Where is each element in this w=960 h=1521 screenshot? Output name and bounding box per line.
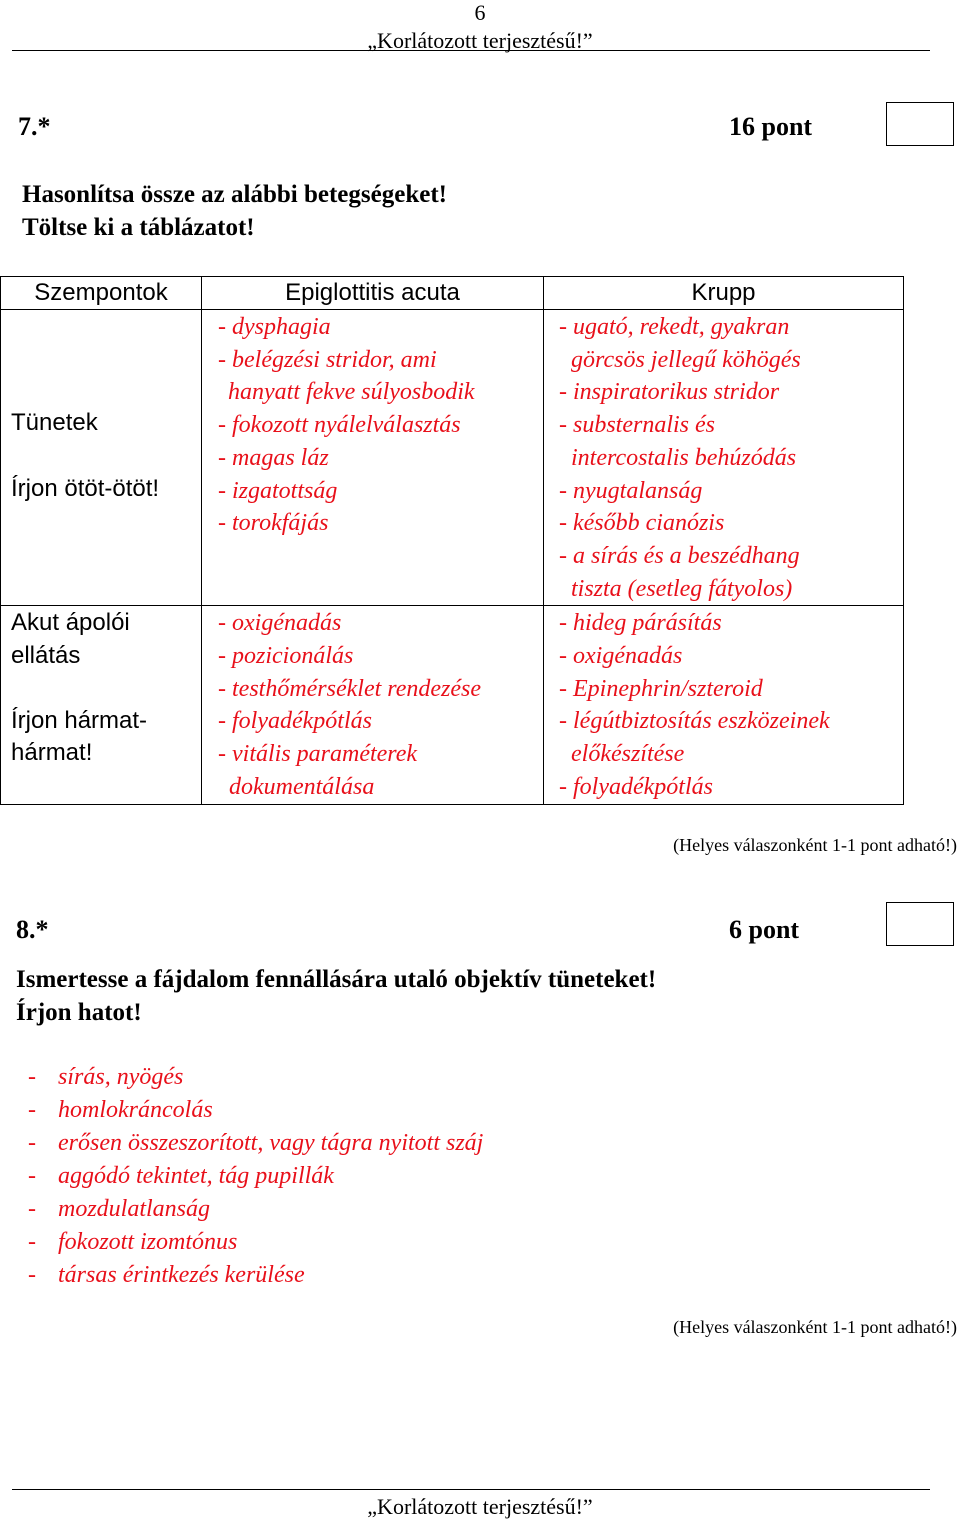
header-divider [12, 50, 930, 51]
comparison-table [0, 276, 904, 805]
list-item: - nyugtalanság [559, 477, 703, 504]
list-item: - vitális paraméterek [218, 741, 418, 768]
answer-text: fokozott izomtónus [58, 1229, 238, 1255]
label-acute-care-2: ellátás [11, 642, 81, 670]
list-item: - légútbiztosítás eszközeinek [559, 708, 830, 735]
list-item: - folyadékpótlás [559, 773, 713, 800]
q7-number: 7.* [18, 112, 51, 141]
list-item: - később cianózis [559, 510, 725, 537]
q7-instruction [22, 178, 447, 244]
row-label-acute-care [1, 606, 202, 804]
list-item: - belégzési stridor, ami [218, 346, 437, 373]
answer-text: erősen összeszorított, vagy tágra nyitott száj [58, 1130, 484, 1156]
cell-epiglottitis-care [202, 606, 544, 804]
answer-text: homlokráncolás [58, 1097, 213, 1123]
list-item: - Epinephrin/szteroid [559, 675, 763, 702]
q7-points: 16 pont [729, 112, 813, 141]
q7-instruction-line-2: Töltse ki a táblázatot! [22, 214, 255, 241]
row-label-symptoms [1, 310, 202, 606]
list-item: - sírás, nyögés [28, 1064, 184, 1090]
header-criteria: Szempontok [1, 277, 202, 310]
cell-epiglottitis-symptoms [202, 310, 544, 606]
q8-instruction-line-2: Írjon hatot! [16, 999, 142, 1026]
list-item: - társas érintkezés kerülése [28, 1262, 305, 1288]
list-item: - ugató, rekedt, gyakran [559, 314, 790, 340]
table-row-acute-care [1, 606, 904, 804]
answer-text: sírás, nyögés [58, 1064, 184, 1090]
list-item: - homlokráncolás [28, 1097, 213, 1123]
header-restricted-note: „Korlátozott terjesztésű!” [367, 28, 593, 53]
label-acute-care-instruction-1: Írjon hármat- [11, 706, 148, 734]
list-item: görcsös jellegű köhögés [571, 346, 801, 373]
page-number: 6 [474, 0, 486, 25]
header-epiglottitis: Epiglottitis acuta [202, 277, 544, 310]
label-symptoms-instruction: Írjon ötöt-ötöt! [11, 475, 160, 502]
list-item: dokumentálása [229, 773, 375, 800]
footer-divider [12, 1489, 930, 1490]
q7-score-box[interactable] [886, 102, 954, 146]
list-item: - mozdulatlanság [28, 1196, 211, 1222]
q8-number: 8.* [16, 915, 49, 944]
list-item: - a sírás és a beszédhang [559, 542, 800, 569]
footer-restricted-note: „Korlátozott terjesztésű!” [367, 1494, 593, 1519]
cell-krupp-symptoms [544, 310, 904, 606]
list-item: - torokfájás [218, 510, 329, 537]
list-item: - erősen összeszorított, vagy tágra nyitott száj [28, 1130, 484, 1156]
list-item: - dysphagia [218, 314, 331, 340]
label-symptoms: Tünetek [11, 409, 98, 436]
header-krupp: Krupp [544, 277, 904, 310]
q8-points: 6 pont [729, 915, 800, 944]
list-item: - testhőmérséklet rendezése [218, 675, 482, 702]
answer-text: társas érintkezés kerülése [58, 1262, 305, 1288]
table-header-row [1, 277, 904, 310]
list-item: - magas láz [218, 444, 329, 471]
list-item: - oxigénadás [559, 643, 683, 670]
list-item: - aggódó tekintet, tág pupillák [28, 1163, 334, 1189]
list-item: előkészítése [571, 741, 685, 768]
list-item: hanyatt fekve súlyosbodik [228, 379, 475, 406]
label-acute-care-1: Akut ápolói [11, 609, 130, 637]
list-item: - substernalis és [559, 412, 715, 439]
list-item: intercostalis behúzódás [571, 444, 797, 471]
list-item: - oxigénadás [218, 610, 342, 637]
list-item: - pozicionálás [218, 643, 354, 670]
table-row-symptoms [1, 310, 904, 606]
answer-text: mozdulatlanság [58, 1196, 211, 1222]
q7-footnote: (Helyes válaszonként 1-1 pont adható!) [673, 835, 957, 855]
answer-text: aggódó tekintet, tág pupillák [58, 1163, 334, 1189]
list-item: - izgatottság [218, 477, 338, 504]
list-item: - hideg párásítás [559, 610, 722, 637]
list-item: - inspiratorikus stridor [559, 379, 780, 406]
q7-instruction-line-1: Hasonlítsa össze az alábbi betegségeket! [22, 181, 447, 208]
list-item: - fokozott nyálelválasztás [218, 412, 461, 439]
list-item: tiszta (esetleg fátyolos) [571, 575, 793, 602]
q8-score-box[interactable] [886, 902, 954, 946]
cell-krupp-care [544, 606, 904, 804]
label-acute-care-instruction-2: hármat! [11, 739, 93, 767]
q8-instruction-line-1: Ismertesse a fájdalom fennállására utaló objektív tüneteket! [16, 966, 657, 993]
q8-instruction [16, 963, 656, 1029]
q8-answer-list [28, 1061, 483, 1292]
list-item: - fokozott izomtónus [28, 1229, 238, 1255]
list-item: - folyadékpótlás [218, 708, 372, 735]
q8-footnote: (Helyes válaszonként 1-1 pont adható!) [673, 1317, 957, 1337]
